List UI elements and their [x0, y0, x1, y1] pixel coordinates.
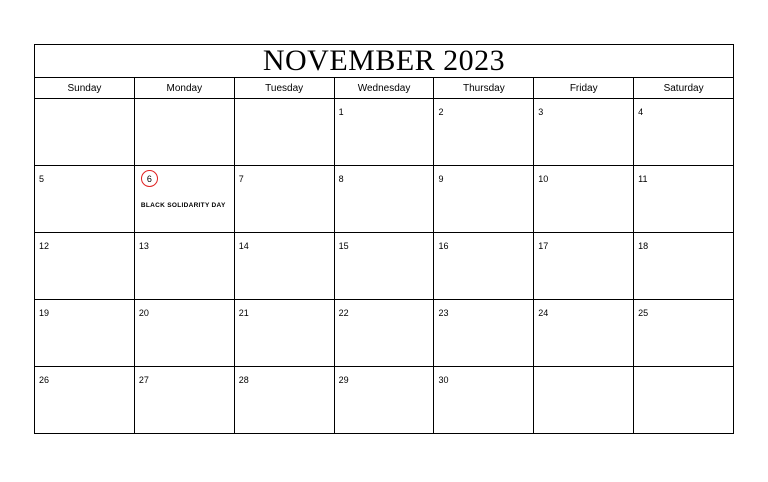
day-cell[interactable] [135, 300, 235, 366]
weekday-header-thursday: Thursday [434, 78, 534, 98]
calendar-week-row [35, 300, 733, 367]
day-number: 9 [438, 174, 444, 184]
day-cell-highlighted[interactable] [135, 166, 235, 232]
day-number: 14 [238, 241, 249, 251]
day-cell[interactable] [634, 367, 733, 433]
day-cell[interactable] [434, 300, 534, 366]
day-number: 2 [438, 107, 444, 117]
day-cell[interactable] [35, 233, 135, 299]
weekday-header-friday: Friday [534, 78, 634, 98]
day-cell[interactable] [135, 99, 235, 165]
day-number: 22 [338, 308, 349, 318]
day-cell[interactable] [534, 99, 634, 165]
day-cell[interactable] [634, 99, 733, 165]
day-cell[interactable] [135, 367, 235, 433]
day-cell[interactable] [235, 166, 335, 232]
day-number: 12 [39, 241, 50, 251]
day-number: 19 [39, 308, 50, 318]
day-number: 18 [638, 241, 649, 251]
day-cell[interactable] [634, 233, 733, 299]
day-cell[interactable] [434, 99, 534, 165]
day-cell[interactable] [335, 300, 435, 366]
day-number: 21 [238, 308, 249, 318]
day-number: 15 [338, 241, 349, 251]
weekday-header-tuesday: Tuesday [235, 78, 335, 98]
day-cell[interactable] [135, 233, 235, 299]
day-cell[interactable] [235, 300, 335, 366]
day-number: 16 [438, 241, 449, 251]
day-cell[interactable] [335, 166, 435, 232]
page-title: NOVEMBER 2023 [262, 44, 506, 77]
weekday-header-saturday: Saturday [634, 78, 733, 98]
day-cell[interactable] [335, 233, 435, 299]
day-cell[interactable] [634, 300, 733, 366]
day-number: 25 [638, 308, 649, 318]
day-number: 17 [538, 241, 549, 251]
day-number: 10 [538, 174, 549, 184]
calendar-table [34, 44, 734, 434]
day-number: 27 [138, 375, 149, 385]
day-cell[interactable] [235, 367, 335, 433]
day-cell[interactable] [35, 367, 135, 433]
day-cell[interactable] [35, 99, 135, 165]
day-number: 1 [338, 107, 344, 117]
calendar-title-row [35, 45, 733, 78]
day-cell[interactable] [335, 367, 435, 433]
day-cell[interactable] [434, 367, 534, 433]
day-number: 8 [338, 174, 344, 184]
day-cell[interactable] [235, 99, 335, 165]
day-number-circled: 6 [141, 170, 158, 187]
day-number: 3 [538, 107, 544, 117]
day-number: 20 [138, 308, 149, 318]
day-number: 11 [638, 174, 648, 184]
weekday-header-sunday: Sunday [35, 78, 135, 98]
day-cell[interactable] [534, 300, 634, 366]
day-cell[interactable] [335, 99, 435, 165]
calendar-week-row [35, 99, 733, 166]
day-number: 26 [39, 375, 50, 385]
day-number: 7 [238, 174, 244, 184]
calendar-week-row [35, 166, 733, 233]
day-number: 23 [438, 308, 449, 318]
weekday-header-monday: Monday [135, 78, 235, 98]
day-number: 29 [338, 375, 349, 385]
day-cell[interactable] [235, 233, 335, 299]
day-number: 24 [538, 308, 549, 318]
weekday-header-wednesday: Wednesday [335, 78, 435, 98]
day-number: 30 [438, 375, 449, 385]
day-number: 4 [638, 107, 644, 117]
day-cell[interactable] [35, 166, 135, 232]
day-cell[interactable] [434, 166, 534, 232]
day-number: 13 [138, 241, 149, 251]
weekday-header-row [35, 78, 733, 99]
day-number: 5 [39, 174, 45, 184]
day-cell[interactable] [634, 166, 733, 232]
calendar-week-row [35, 367, 733, 433]
day-event-label: BLACK SOLIDARITY DAY [140, 202, 226, 209]
day-cell[interactable] [534, 233, 634, 299]
calendar-week-row [35, 233, 733, 300]
day-cell[interactable] [434, 233, 534, 299]
day-cell[interactable] [534, 166, 634, 232]
day-cell[interactable] [534, 367, 634, 433]
day-number: 28 [238, 375, 249, 385]
day-cell[interactable] [35, 300, 135, 366]
